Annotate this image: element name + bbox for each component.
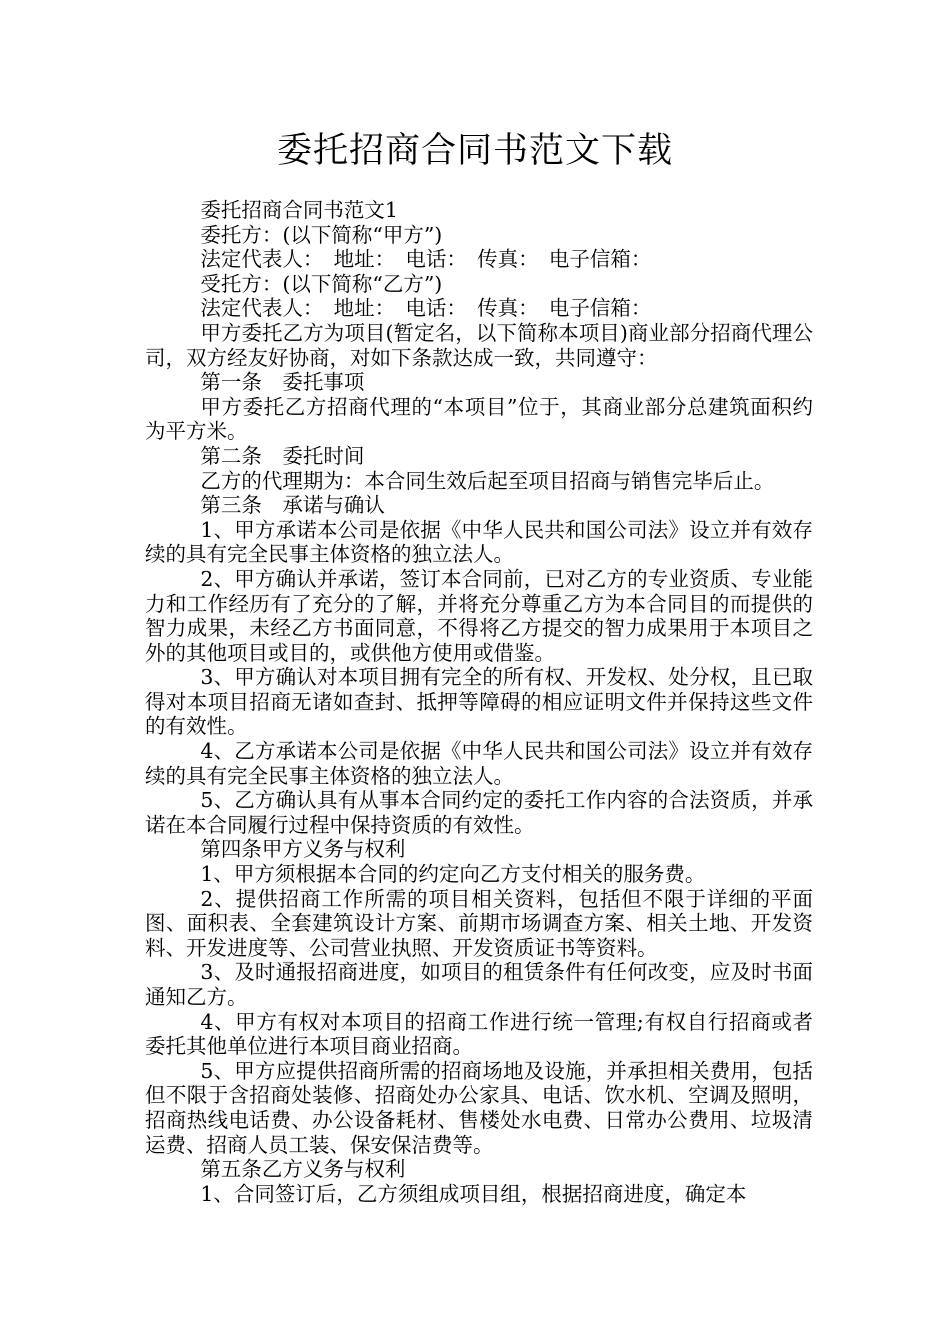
paragraph: 2、提供招商工作所需的项目相关资料，包括但不限于详细的平面图、面积表、全套建筑设计方案、前期市场调查方案、相关土地、开发资料、开发进度等、公司营业执照、开发资质证书等资料。: [145, 886, 813, 960]
paragraph: 3、甲方确认对本项目拥有完全的所有权、开发权、处分权，且已取得对本项目招商无诸如查封、抵押等障碍的相应证明文件并保持这些文件的有效性。: [145, 665, 813, 739]
paragraph: 3、及时通报招商进度，如项目的租赁条件有任何改变，应及时书面通知乙方。: [145, 960, 813, 1009]
paragraph: 5、甲方应提供招商所需的招商场地及设施，并承担相关费用，包括但不限于含招商处装修、招商处办公家具、电话、饮水机、空调及照明，招商热线电话费、办公设备耗材、售楼处水电费、日常办公费用、垃圾清运费、招商人员工装、保安保洁费等。: [145, 1058, 813, 1157]
paragraph: 委托招商合同书范文1: [200, 198, 398, 222]
paragraph: 4、甲方有权对本项目的招商工作进行统一管理;有权自行招商或者委托其他单位进行本项目商业招商。: [145, 1009, 813, 1059]
document-title: 委托招商合同书范文下载: [276, 131, 673, 171]
paragraph: 乙方的代理期为：本合同生效后起至项目招商与销售完毕后止。: [200, 468, 775, 493]
paragraph: 第五条乙方义务与权利: [200, 1157, 406, 1182]
paragraph: 法定代表人： 地址： 电话： 传真： 电子信箱：: [200, 247, 652, 272]
paragraph: 第四条甲方义务与权利: [200, 837, 406, 862]
paragraph: 1、甲方承诺本公司是依据《中华人民共和国公司法》设立并有效存续的具有完全民事主体资格的独立法人。: [145, 517, 813, 567]
paragraph: 1、合同签订后，乙方须组成项目组，根据招商进度，确定本: [200, 1181, 747, 1206]
paragraph: 法定代表人： 地址： 电话： 传真： 电子信箱：: [200, 296, 652, 321]
document-body: [145, 198, 813, 1206]
paragraph: 第一条 委托事项: [200, 370, 365, 395]
paragraph: 第二条 委托时间: [200, 443, 365, 468]
paragraph: 5、乙方确认具有从事本合同约定的委托工作内容的合法资质，并承诺在本合同履行过程中保持资质的有效性。: [145, 788, 813, 837]
paragraph: 受托方：(以下简称“乙方”): [200, 271, 443, 296]
paragraph: 1、甲方须根据本合同的约定向乙方支付相关的服务费。: [200, 862, 706, 887]
paragraph: 甲方委托乙方招商代理的“本项目”位于，其商业部分总建筑面积约为平方米。: [145, 394, 813, 444]
paragraph: 2、甲方确认并承诺，签订本合同前，已对乙方的专业资质、专业能力和工作经历有了充分的了解，并将充分尊重乙方为本合同目的而提供的智力成果，未经乙方书面同意，不得将乙方提交的智力成果用于本项目之外的其他项目或目的，或供他方使用或借鉴。: [145, 566, 813, 665]
paragraph: 甲方委托乙方为项目(暂定名，以下简称本项目)商业部分招商代理公司，双方经友好协商，对如下条款达成一致，共同遵守：: [145, 320, 813, 370]
paragraph: 第三条 承诺与确认: [200, 493, 385, 518]
paragraph: 委托方：(以下简称“甲方”): [200, 222, 443, 247]
paragraph: 4、乙方承诺本公司是依据《中华人民共和国公司法》设立并有效存续的具有完全民事主体资格的独立法人。: [145, 739, 813, 788]
